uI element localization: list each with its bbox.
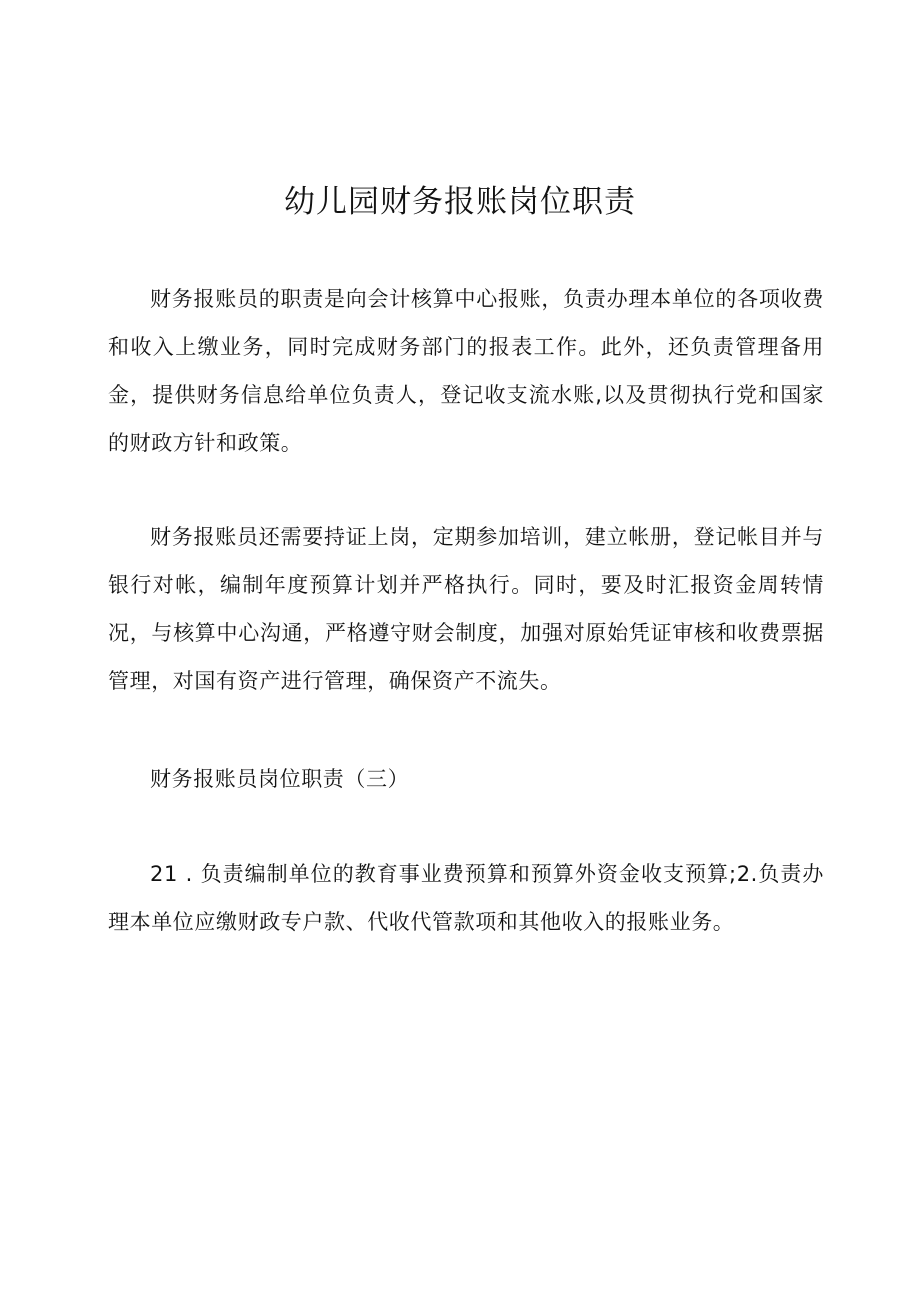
section-heading: 财务报账员岗位职责（三） (150, 767, 410, 791)
document-title: 幼儿园财务报账岗位职责 (284, 184, 636, 220)
paragraph-duties-requirements: 财务报账员还需要持证上岗，定期参加培训，建立帐册，登记帐目并与银行对帐，编制年度预算计划并严格执行。同时，要及时汇报资金周转情况，与核算中心沟通，严格遵守财会制度，加强对原始凭证审核和收费票据管理，对国有资产进行管理，确保资产不流失。 (108, 525, 824, 693)
paragraph-duties-overview: 财务报账员的职责是向会计核算中心报账，负责办理本单位的各项收费和收入上缴业务，同时完成财务部门的报表工作。此外，还负责管理备用金，提供财务信息给单位负责人，登记收支流水账,以及贯彻执行党和国家的财政方针和政策。 (108, 287, 824, 455)
paragraph-numbered-duties: 21 . 负责编制单位的教育事业费预算和预算外资金收支预算;2.负责办理本单位应缴财政专户款、代收代管款项和其他收入的报账业务。 (108, 862, 824, 934)
